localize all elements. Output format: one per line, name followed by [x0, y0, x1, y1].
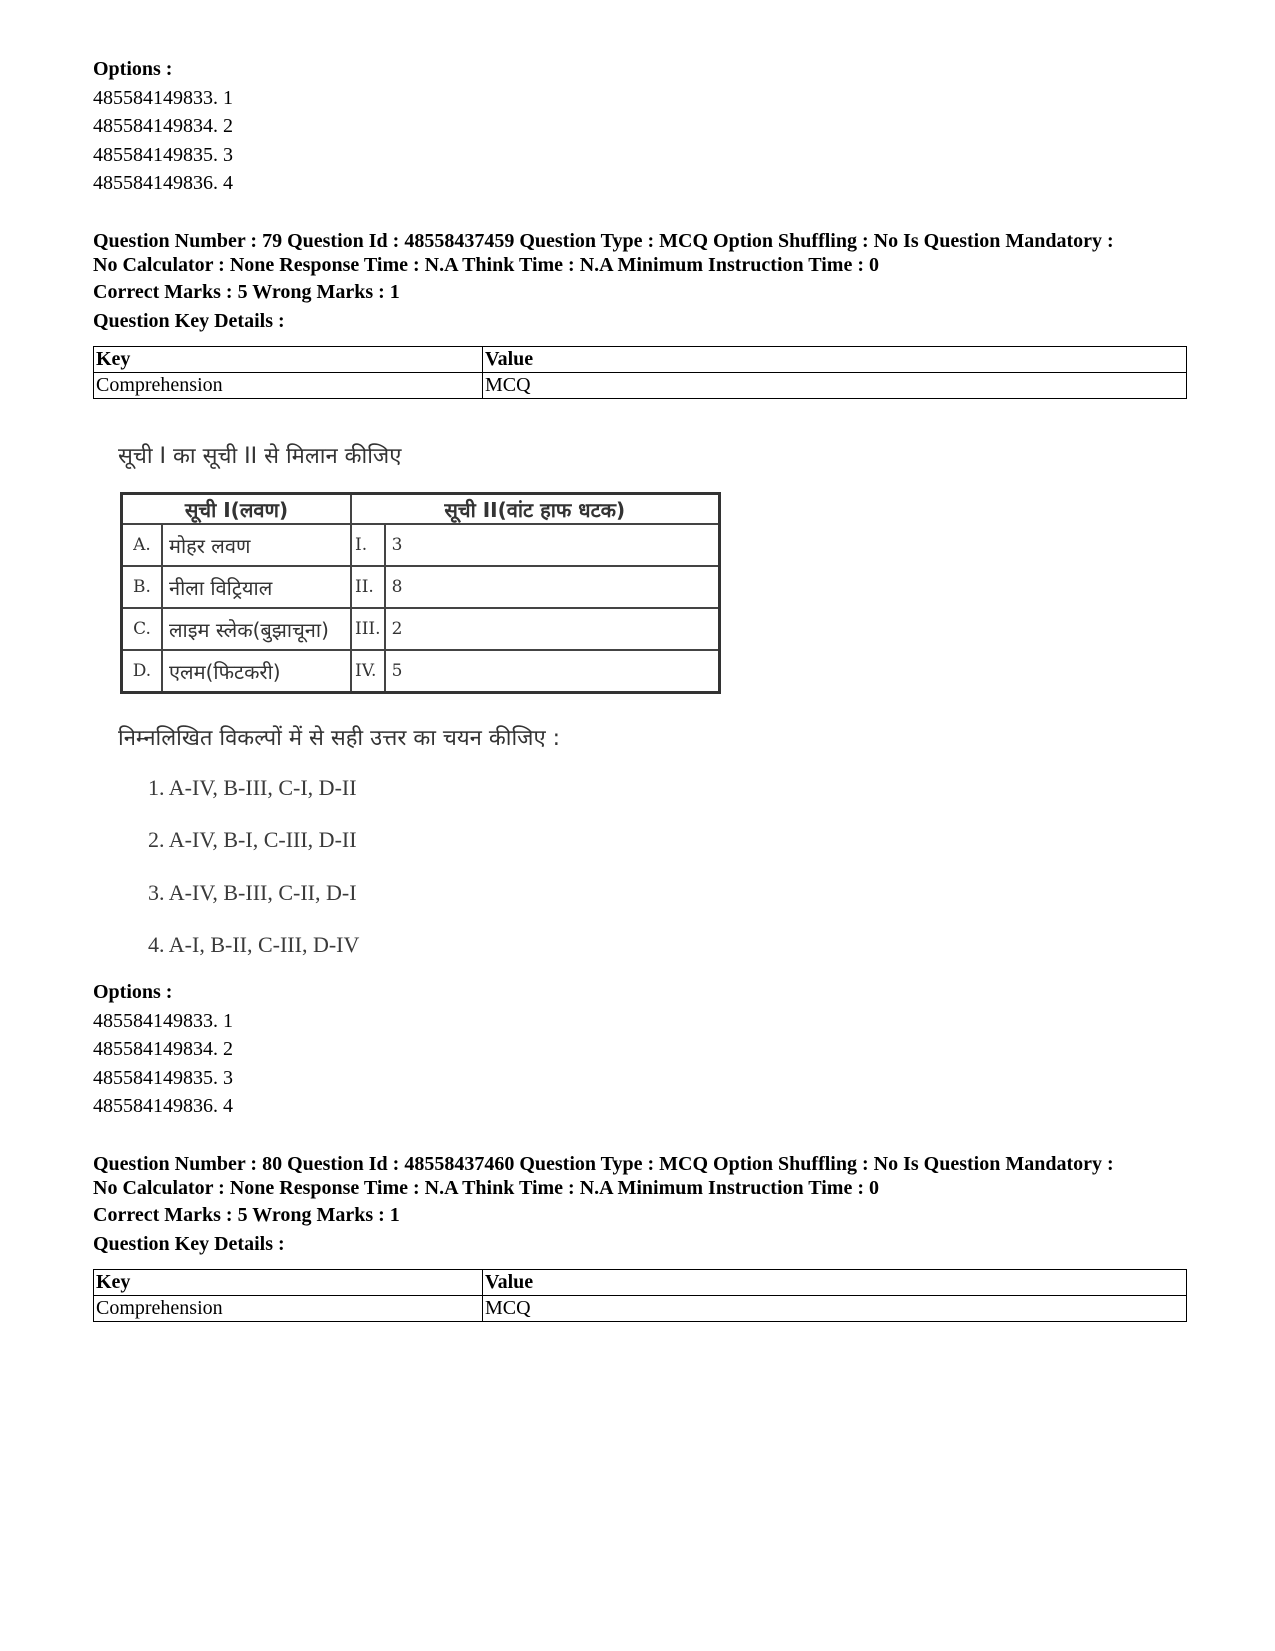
table-header-value: Value	[483, 347, 1187, 373]
marks-line: Correct Marks : 5 Wrong Marks : 1	[93, 281, 400, 303]
question-meta-line-1: Question Number : 80 Question Id : 48558437460 Question Type : MCQ Option Shuffling : No Is Question Mandatory :	[93, 1153, 1114, 1175]
question-meta-line-1: Question Number : 79 Question Id : 48558437459 Question Type : MCQ Option Shuffling : No Is Question Mandatory :	[93, 230, 1114, 252]
option-item: 485584149835. 3	[93, 143, 233, 166]
row-item: लाइम स्लेक(बुझाचूना)	[162, 608, 351, 650]
table-cell-value: MCQ	[483, 1296, 1187, 1322]
top-options	[93, 55, 1188, 198]
row-item: नीला विट्रियाल	[162, 566, 351, 608]
question-79-key-table-wrap	[93, 346, 1188, 399]
match-row	[122, 608, 720, 650]
option-item: 485584149834. 2	[93, 1038, 233, 1060]
option-item: 485584149836. 4	[93, 1095, 233, 1117]
row-letter: D.	[122, 650, 163, 693]
answer-choice: 3. A-IV, B-III, C-II, D-I	[148, 880, 357, 905]
table-cell-value: MCQ	[483, 373, 1187, 399]
options-heading: Options :	[93, 981, 173, 1003]
question-meta-line-2: No Calculator : None Response Time : N.A Think Time : N.A Minimum Instruction Time : 0	[93, 254, 879, 276]
row-roman: IV.	[351, 650, 385, 693]
question-image	[110, 430, 770, 980]
row-value: 5	[385, 650, 720, 693]
question-meta-line-2: No Calculator : None Response Time : N.A Think Time : N.A Minimum Instruction Time : 0	[93, 1177, 879, 1199]
table-cell-key: Comprehension	[94, 373, 483, 399]
key-details-table	[93, 346, 1187, 399]
marks-line: Correct Marks : 5 Wrong Marks : 1	[93, 1204, 400, 1226]
answer-choice: 4. A-I, B-II, C-III, D-IV	[148, 932, 360, 957]
table-header-key: Key	[94, 1270, 483, 1296]
match-row	[122, 650, 720, 693]
table-header-row	[94, 1270, 1187, 1296]
option-item: 485584149834. 2	[93, 115, 233, 137]
option-item: 485584149833. 1	[93, 86, 233, 109]
row-value: 2	[385, 608, 720, 650]
question-79-options	[93, 978, 1188, 1121]
key-details-heading: Question Key Details :	[93, 309, 285, 332]
match-table-header	[122, 494, 720, 525]
table-row	[94, 1296, 1187, 1322]
table-row	[94, 373, 1187, 399]
row-letter: A.	[122, 524, 163, 566]
row-roman: I.	[351, 524, 385, 566]
match-table	[120, 492, 721, 694]
table-header-key: Key	[94, 347, 483, 373]
row-roman: II.	[351, 566, 385, 608]
option-item: 485584149836. 4	[93, 172, 233, 194]
key-details-table	[93, 1269, 1187, 1322]
options-heading: Options :	[93, 58, 173, 80]
row-letter: B.	[122, 566, 163, 608]
table-cell-key: Comprehension	[94, 1296, 483, 1322]
row-item: मोहर लवण	[162, 524, 351, 566]
question-80-meta	[93, 1152, 1188, 1258]
list-2-header: सूची II(वांट हाफ धटक)	[351, 494, 719, 525]
row-letter: C.	[122, 608, 163, 650]
instruction-text: निम्नलिखित विकल्पों में से सही उत्तर का चयन कीजिए :	[118, 726, 561, 751]
row-roman: III.	[351, 608, 385, 650]
option-item: 485584149835. 3	[93, 1066, 233, 1089]
match-row	[122, 524, 720, 566]
answer-choice: 2. A-IV, B-I, C-III, D-II	[148, 827, 357, 852]
row-item: एलम(फिटकरी)	[162, 650, 351, 693]
row-value: 3	[385, 524, 720, 566]
match-row	[122, 566, 720, 608]
row-value: 8	[385, 566, 720, 608]
key-details-heading: Question Key Details :	[93, 1232, 285, 1255]
list-1-header: सूची I(लवण)	[122, 494, 352, 525]
table-header-row	[94, 347, 1187, 373]
question-79-meta	[93, 229, 1188, 335]
question-80-key-table-wrap	[93, 1269, 1188, 1322]
option-item: 485584149833. 1	[93, 1009, 233, 1032]
table-header-value: Value	[483, 1270, 1187, 1296]
question-text: सूची I का सूची II से मिलान कीजिए	[118, 444, 402, 469]
answer-choice: 1. A-IV, B-III, C-I, D-II	[148, 775, 357, 800]
